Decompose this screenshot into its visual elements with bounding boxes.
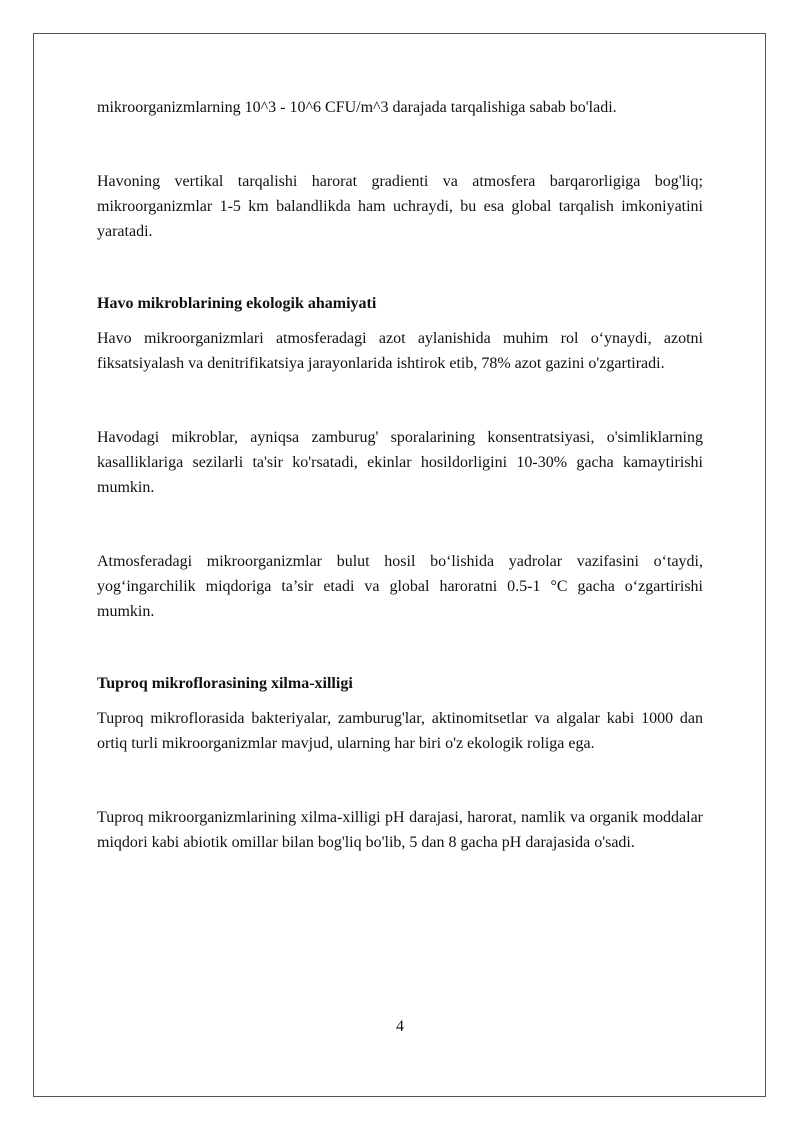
paragraph-soil-microflora: Tuproq mikroflorasida bakteriyalar, zamburug'lar, aktinomitsetlar va algalar kabi 1000 dan ortiq turli mikroorganizmlar mavjud, ularning har biri o'z ekologik roliga ega. [97, 710, 703, 752]
paragraph-cloud-formation: Atmosferadagi mikroorganizmlar bulut hosil bo‘lishida yadrolar vazifasini o‘taydi, yog‘ingarchilik miqdoriga ta’sir etadi va global haroratni 0.5-1 °C gacha o‘zgartirishi mumkin. [97, 553, 703, 620]
paragraph-continuation: mikroorganizmlarning 10^3 - 10^6 CFU/m^3 darajada tarqalishiga sabab bo'ladi. [97, 99, 617, 116]
page-number: 4 [396, 1018, 404, 1035]
paragraph-soil-diversity: Tuproq mikroorganizmlarining xilma-xilligi pH darajasi, harorat, namlik va organik moddalar miqdori kabi abiotik omillar bilan bog'liq bo'lib, 5 dan 8 gacha pH darajasida o'sadi. [97, 809, 703, 851]
paragraph-fungal-spores: Havodagi mikroblar, ayniqsa zamburug' sporalarining konsentratsiyasi, o'simliklarning kasalliklariga sezilarli ta'sir ko'rsatadi, ekinlar hosildorligini 10-30% gacha kamaytirishi mumkin. [97, 429, 703, 496]
heading-soil-microflora: Tuproq mikroflorasining xilma-xilligi [97, 675, 353, 692]
heading-air-microbes-ecology: Havo mikroblarining ekologik ahamiyati [97, 295, 377, 312]
paragraph-nitrogen-cycle: Havo mikroorganizmlari atmosferadagi azot aylanishida muhim rol o‘ynaydi, azotni fiksatsiyalash va denitrifikatsiya jarayonlarida ishtirok etib, 78% azot gazini o'zgartiradi. [97, 330, 703, 372]
paragraph-vertical-distribution: Havoning vertikal tarqalishi harorat gradienti va atmosfera barqarorligiga bog'liq; mikroorganizmlar 1-5 km balandlikda ham uchraydi, bu esa global tarqalish imkoniyatini yaratadi. [97, 173, 703, 240]
page-content [97, 95, 703, 855]
